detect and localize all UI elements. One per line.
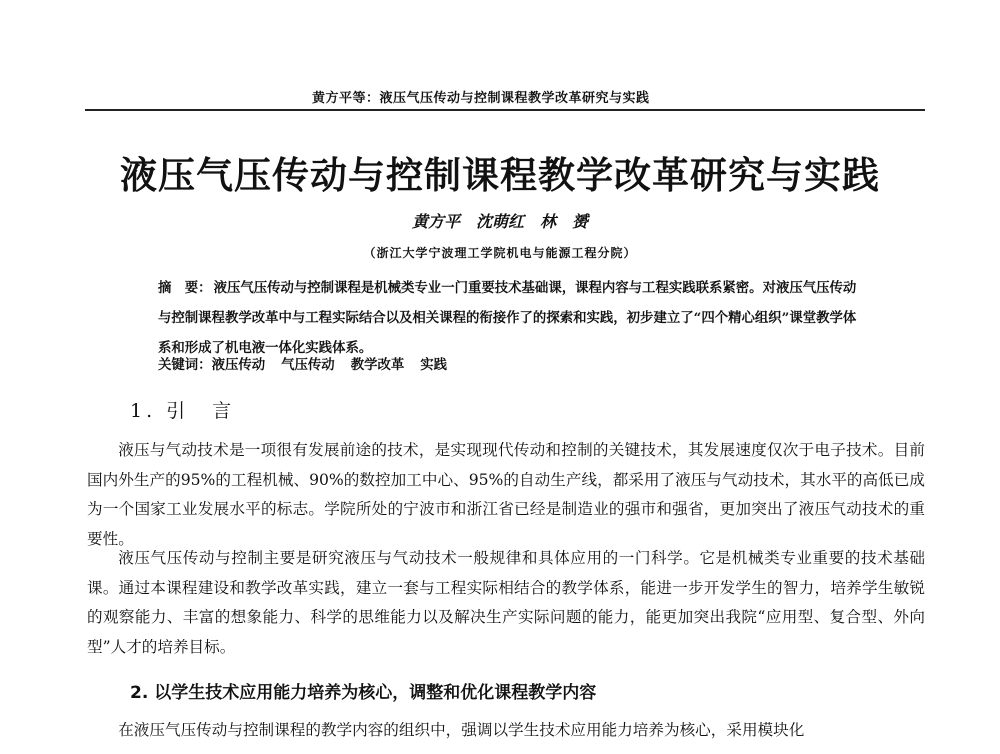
affiliation: （浙江大学宁波理工学院机电与能源工程分院）	[363, 246, 637, 260]
abstract	[158, 273, 858, 363]
body-paragraph: 在液压气压传动与控制课程的教学内容的组织中，强调以学生技术应用能力培养为核心，采用模块化	[118, 721, 805, 739]
section-heading-intro: 1. 引 言	[130, 400, 236, 422]
keyword: 气压传动	[281, 357, 335, 373]
running-head: 黄方平等：液压气压传动与控制课程教学改革研究与实践	[312, 91, 650, 106]
header-rule	[85, 109, 925, 111]
body-paragraph: 液压与气动技术是一项很有发展前途的技术，是实现现代传动和控制的关键技术，其发展速度仅次于电子技术。目前国内外生产的95%的工程机械、90%的数控加工中心、95%的自动生产线，都采用了液压与气动技术，其水平的高低已成为一个国家工业发展水平的标志。学院所处的宁波市和浙江省已经是制造业的强市和强省，更加突出了液压气动技术的重要性。	[87, 441, 925, 548]
abstract-text: 液压气压传动与控制课程是机械类专业一门重要技术基础课，课程内容与工程实践联系紧密。对液压气压传动与控制课程教学改革中与工程实际结合以及相关课程的衔接作了的探索和实践，初步建立了“四个精心组织”课堂教学体系和形成了机电液一体化实践体系。	[158, 280, 857, 356]
paper-title: 液压气压传动与控制课程教学改革研究与实践	[120, 154, 880, 197]
keyword: 实践	[420, 357, 448, 373]
keyword: 教学改革	[350, 357, 405, 373]
body-paragraph: 液压气压传动与控制主要是研究液压与气动技术一般规律和具体应用的一门科学。它是机械类专业重要的技术基础课。通过本课程建设和教学改革实践，建立一套与工程实际相结合的教学体系，能进一步开发学生的智力，培养学生敏锐的观察能力、丰富的想象能力、科学的思维能力以及解决生产实际问题的能力，能更加突出我院“应用型、复合型、外向型”人才的培养目标。	[87, 549, 925, 656]
abstract-label: 摘 要：	[158, 280, 212, 296]
authors: 黄方平 沈萌红 林 赟	[411, 212, 588, 231]
keywords	[158, 354, 858, 373]
keywords-label: 关键词：	[158, 357, 212, 373]
keyword: 液压传动	[211, 357, 266, 373]
section-heading-2: 2. 以学生技术应用能力培养为核心，调整和优化课程教学内容	[130, 683, 597, 703]
